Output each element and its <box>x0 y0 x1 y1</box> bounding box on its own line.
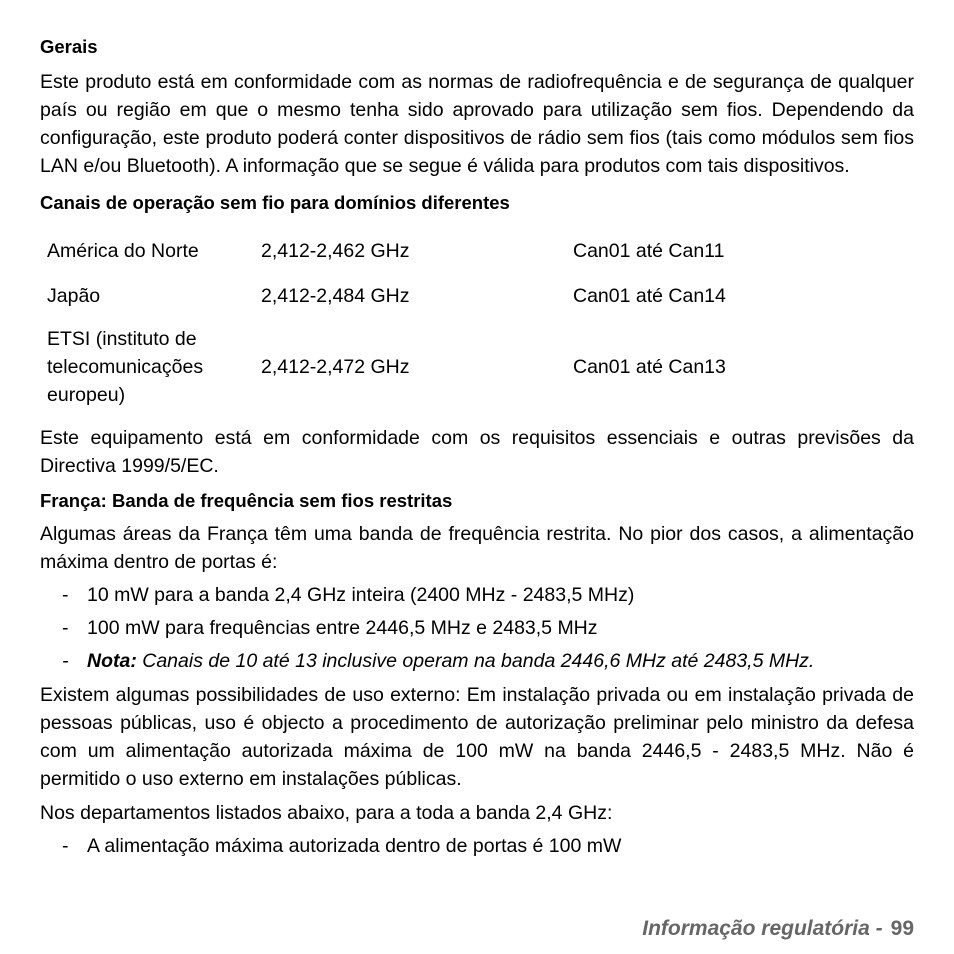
table-row <box>40 234 726 268</box>
dash-bullet: - <box>62 617 69 639</box>
region-cell: ETSI (instituto de telecomunicações europeu) <box>47 328 204 406</box>
frequency-cell: 2,412-2,484 GHz <box>261 285 410 307</box>
list-item <box>40 832 914 860</box>
document-page <box>40 34 914 860</box>
section-heading-franca: França: Banda de frequência sem fios restritas <box>40 490 453 511</box>
page-number: 99 <box>890 917 914 940</box>
frequency-cell: 2,412-2,462 GHz <box>261 240 410 262</box>
region-cell: América do Norte <box>47 240 199 262</box>
list-item <box>40 614 914 642</box>
note-text: Canais de 10 até 13 inclusive operam na banda 2446,6 MHz até 2483,5 MHz. <box>142 650 815 672</box>
list-item-text: 10 mW para a banda 2,4 GHz inteira (2400 MHz - 2483,5 MHz) <box>87 584 635 606</box>
list-item-text: A alimentação máxima autorizada dentro de portas é 100 mW <box>87 835 622 857</box>
power-limits-list <box>40 581 914 675</box>
paragraph-gerais: Este produto está em conformidade com as normas de radiofrequência e de segurança de qualquer país ou região em que o mesmo tenha sido aprovado para utilização sem fios. Dependendo da configuração, este produto poderá conter dispositivos de rádio sem fios (tais como módulos sem fios LAN e/ou Bluetooth). A informação que se segue é válida para produtos com tais dispositivos. <box>40 71 914 177</box>
paragraph-external-use: Existem algumas possibilidades de uso externo: Em instalação privada ou em instalação privada de pessoas públicas, uso é objecto a procedimento de autorização preliminar pelo ministro da defesa com um alimentação autorizada máxima de 100 mW na banda 2446,5 - 2483,5 MHz. Não é permitido o uso externo em instalações públicas. <box>40 684 914 790</box>
dash-bullet: - <box>62 584 69 606</box>
channels-table <box>40 234 726 410</box>
footer-title: Informação regulatória - <box>642 917 883 940</box>
list-item-text: 100 mW para frequências entre 2446,5 MHz e 2483,5 MHz <box>87 617 598 639</box>
departments-list <box>40 832 914 860</box>
frequency-cell: 2,412-2,472 GHz <box>261 356 410 378</box>
dash-bullet: - <box>62 835 69 857</box>
region-cell: Japão <box>47 285 101 307</box>
note-label: Nota: <box>87 650 137 672</box>
section-heading-gerais: Gerais <box>40 36 98 57</box>
paragraph-departments: Nos departamentos listados abaixo, para a toda a banda 2,4 GHz: <box>40 802 613 824</box>
page-footer <box>642 914 914 944</box>
note-item <box>40 647 914 675</box>
paragraph-directive: Este equipamento está em conformidade com os requisitos essenciais e outras previsões da Directiva 1999/5/EC. <box>40 427 914 477</box>
channels-cell: Can01 até Can14 <box>573 285 726 307</box>
section-heading-canais: Canais de operação sem fio para domínios diferentes <box>40 192 510 213</box>
dash-bullet: - <box>62 650 69 672</box>
channels-cell: Can01 até Can11 <box>573 240 725 262</box>
list-item <box>40 581 914 609</box>
channels-cell: Can01 até Can13 <box>573 356 726 378</box>
paragraph-franca-intro: Algumas áreas da França têm uma banda de frequência restrita. No pior dos casos, a alimentação máxima dentro de portas é: <box>40 523 914 573</box>
table-row <box>40 268 726 324</box>
table-row <box>40 324 726 410</box>
